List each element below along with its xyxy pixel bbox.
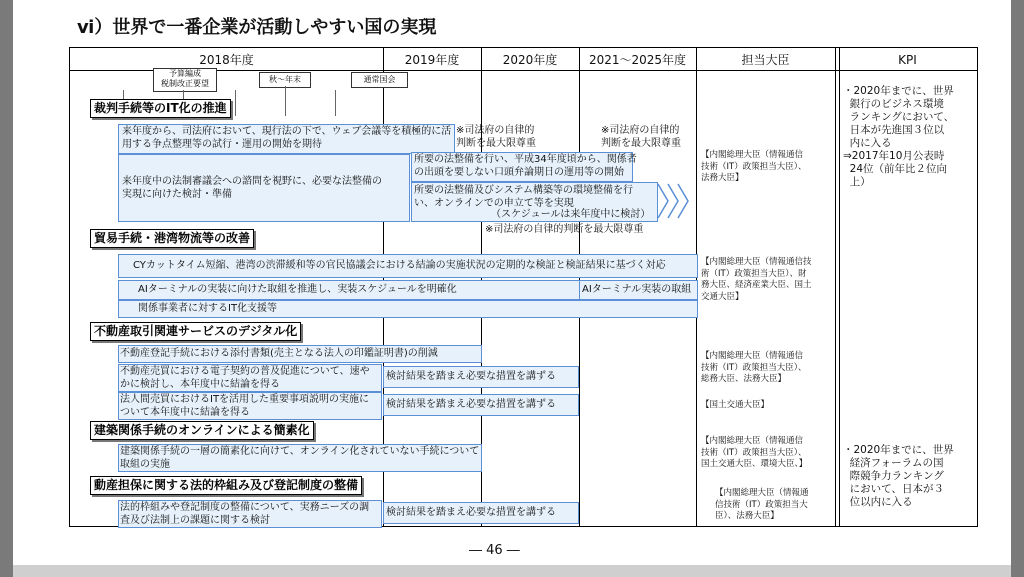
plan-text: 不動産売買における電子契約の普及促進について、速や かに検討し、本年度中に結論を得る <box>120 366 370 390</box>
minister-text: 【内閣総理大臣（情報通信 技術（IT）政策担当大臣）、 国土交通大臣、環境大臣、】 <box>701 436 808 469</box>
kpi-text: ・2020年までに、世界 銀行のビジネス環境 ランキングにおいて、 日本が先進国３位以 内に入る ⇒2017年10月公表時 24位（前年比２位向 上） <box>843 85 955 188</box>
autumn-marker: 秋～年末 <box>259 72 311 88</box>
section-realestate: 不動産取引関連サービスのデジタル化 <box>90 322 301 341</box>
plan-text: AIターミナル実装の取組 <box>582 284 692 295</box>
page-title: ⅵ）世界で一番企業が活動しやすい国の実現 <box>77 17 437 38</box>
header-2018: 2018年度 <box>199 53 254 67</box>
minister-text: 【内閣総理大臣（情報通 信技術（IT）政策担当大 臣）、法務大臣】 <box>715 488 809 521</box>
plan-text: 検討結果を踏まえ必要な措置を講ずる <box>386 507 556 518</box>
plan-text: 検討結果を踏まえ必要な措置を講ずる <box>386 399 556 410</box>
column-divider <box>835 47 836 527</box>
plan-text: 不動産登記手続における添付書類(売主となる法人の印鑑証明書)の削減 <box>120 348 438 359</box>
minister-text: 【内閣総理大臣（情報通信 技術（IT）政策担当大臣）、 総務大臣、法務大臣】 <box>701 351 807 384</box>
budget-label: 予算編成 <box>169 69 201 78</box>
timeline-tick <box>335 90 336 116</box>
header-kpi: KPI <box>898 53 917 67</box>
note-text: ※司法府の自律的 判断を最大限尊重 <box>456 125 536 149</box>
page-bottom-strip <box>13 565 1011 577</box>
section-movables: 動産担保に関する法的枠組み及び登記制度の整備 <box>90 476 362 495</box>
plan-text: 所要の法整備を行い、平成34年度頃から、関係者 の出頭を要しない口頭弁論期日の運用等の開始 <box>414 154 637 178</box>
section-building: 建築関係手続のオンラインによる簡素化 <box>90 421 314 440</box>
header-2021-2025: 2021～2025年度 <box>588 53 687 67</box>
plan-text: 建築関係手続の一層の簡素化に向けて、オンライン化されていない手続について 取組の実施 <box>120 446 480 470</box>
plan-text: （スケジュールは来年度中に検討） <box>491 209 651 220</box>
page-number: ― 46 ― <box>469 543 520 558</box>
plan-text: 所要の法整備及びシステム構築等の環境整備を行 い、オンラインでの申立て等を実現 <box>414 185 633 209</box>
plan-text: 来年度から、司法府において、現行法の下で、ウェブ会議等を積極的に活 用する争点整理等の試行・運用の開始を期待 <box>122 126 452 150</box>
budget-marker <box>153 68 217 92</box>
plan-text: AIターミナルの実装に向けた取組を推進し、実装スケジュールを明確化 <box>138 284 457 295</box>
minister-text: 【内閣総理大臣（情報通信技 術（IT）政策担当大臣）、財 務大臣、経済産業大臣、国土 交通大臣】 <box>701 257 812 302</box>
plan-text: 検討結果を踏まえ必要な措置を講ずる <box>386 371 556 382</box>
diet-marker: 通常国会 <box>351 72 408 88</box>
header-minister: 担当大臣 <box>741 53 790 67</box>
section-trade: 貿易手続・港湾物流等の改善 <box>90 229 254 248</box>
note-text: ※司法府の自律的判断を最大限尊重 <box>485 224 644 235</box>
minister-text: 【内閣総理大臣（情報通信 技術（IT）政策担当大臣）、 法務大臣】 <box>701 150 807 183</box>
header-2019: 2019年度 <box>404 53 460 67</box>
plan-text: 関係事業者に対するIT化支援等 <box>138 303 278 314</box>
plan-text: 法的枠組みや登記制度の整備について、実務ニーズの調 査及び法制上の課題に関する検討 <box>120 502 370 526</box>
tax-request-label: 税制改正要望 <box>161 79 209 88</box>
minister-text: 【国土交通大臣】 <box>701 400 770 410</box>
timeline-tick <box>285 86 286 116</box>
plan-text: 法人間売買におけるITを活用した重要事項説明の実施に ついて本年度中に結論を得る <box>120 394 370 418</box>
section-court-it: 裁判手続等のIT化の推進 <box>90 99 231 118</box>
chevron-arrows-icon <box>656 182 698 220</box>
note-text: ※司法府の自律的 判断を最大限尊重 <box>601 125 681 149</box>
document-page <box>13 0 1011 577</box>
plan-text: 来年度中の法制審議会への諮問を視野に、必要な法整備の 実現に向けた検討・準備 <box>122 176 382 200</box>
column-divider <box>839 47 840 527</box>
kpi-text: ・2020年までに、世界 経済フォーラムの国 際競争力ランキング において、日本が３ 位以内に入る <box>843 444 954 508</box>
header-2020: 2020年度 <box>502 53 558 67</box>
timeline-tick <box>235 90 236 116</box>
plan-text: CYカットタイム短縮、港湾の渋滞緩和等の官民協議会における結論の実施状況の定期的な検証と検証結果に基づく対応 <box>133 260 666 271</box>
